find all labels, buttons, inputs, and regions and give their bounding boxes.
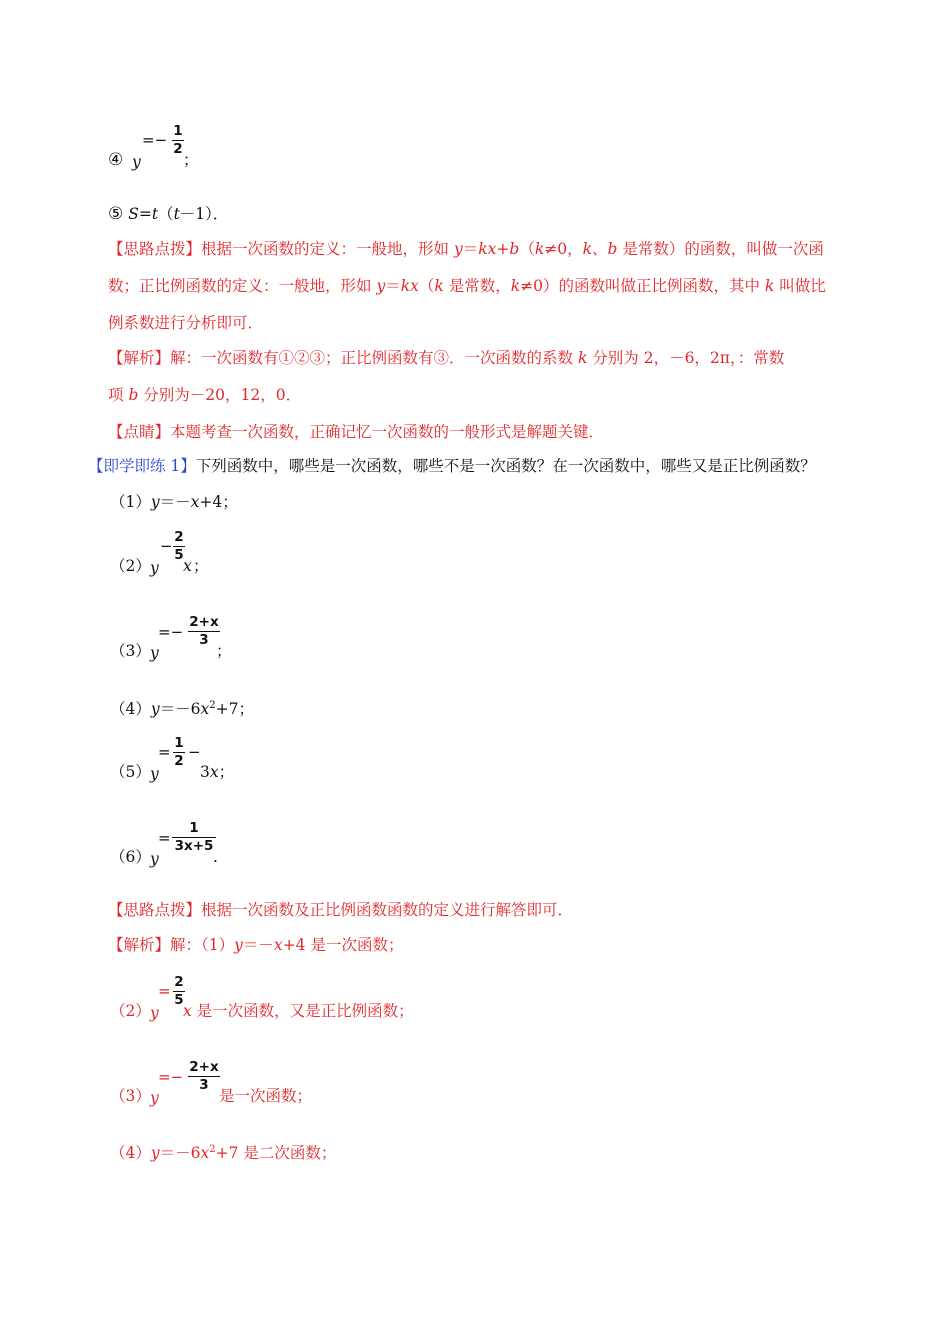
solution1-line2: 项 b 分别为－20，12，0． — [108, 386, 302, 404]
fraction-one-half: 1 2 — [173, 123, 183, 157]
var-t2: t — [173, 205, 180, 223]
solution1-tag: 【解析】 — [108, 349, 171, 367]
minus-one: －1） — [179, 205, 213, 223]
fraction-two-fifths: 2 5 — [174, 529, 184, 563]
solution2-a1: 【解析】解：（1）y＝－x+4 是一次函数； — [108, 936, 404, 954]
fraction-1-over-3x-plus-5: 1 3x+5 — [172, 821, 216, 854]
var-t: t — [151, 205, 159, 223]
period: ． — [212, 205, 229, 223]
var-s: S — [128, 205, 139, 223]
exercise-question: 【即学即练 1】下列函数中，哪些是一次函数，哪些不是一次函数？在一次函数中，哪些又是正比例函数？ — [88, 457, 816, 475]
exercise-tag: 【即学即练 1】 — [88, 457, 196, 475]
exercise-q4: $(4)y=-6x^2+7$； — [110, 700, 254, 719]
fraction-two-fifths-answer: 2 5 — [174, 974, 184, 1008]
exercise-q1: （1）y＝－x+4； — [110, 493, 238, 511]
hint1-line3: 例系数进行分析即可． — [108, 314, 264, 332]
circled-5: ⑤ — [108, 204, 124, 224]
comment1-tag: 【点睛】 — [108, 423, 171, 441]
equals-minus: =− — [142, 131, 168, 149]
comment1: 【点睛】本题考查一次函数，正确记忆一次函数的一般形式是解题关键． — [108, 423, 605, 441]
item-5 — [108, 204, 228, 224]
circled-4: ④ — [108, 150, 124, 170]
open-paren: （ — [158, 205, 174, 223]
hint1-tag: 【思路点拨】 — [108, 240, 202, 258]
fraction-one-half-q5: 1 2 — [174, 735, 184, 769]
hint1-line2: 数；正比例函数的定义：一般地，形如 y＝kx（k 是常数，k≠0）的函数叫做正比例函数，其中 k 叫做比 — [108, 277, 826, 295]
fraction-2-plus-x-over-3-answer: 2+x 3 — [189, 1059, 219, 1093]
var-y: y — [132, 153, 141, 171]
hint2-tag: 【思路点拨】 — [108, 901, 202, 919]
solution2-tag: 【解析】 — [108, 936, 171, 954]
hint1-line1: 【思路点拨】根据一次函数的定义：一般地，形如 y＝kx+b（k≠0，k、b 是常数）的函数，叫做一次函 — [108, 240, 824, 258]
solution2-a4: $(4)y=-6x^2+7$ 是二次函数； — [110, 1144, 337, 1163]
semicolon: ； — [183, 151, 199, 169]
solution1-line1: 【解析】解：一次函数有①②③；正比例函数有③．一次函数的系数 k 分别为 2，－6，2π，：常数 — [108, 349, 785, 367]
eq: = — [138, 205, 152, 223]
fraction-2-plus-x-over-3: 2+x 3 — [189, 614, 219, 648]
hint2: 【思路点拨】根据一次函数及正比例函数函数的定义进行解答即可． — [108, 901, 574, 919]
